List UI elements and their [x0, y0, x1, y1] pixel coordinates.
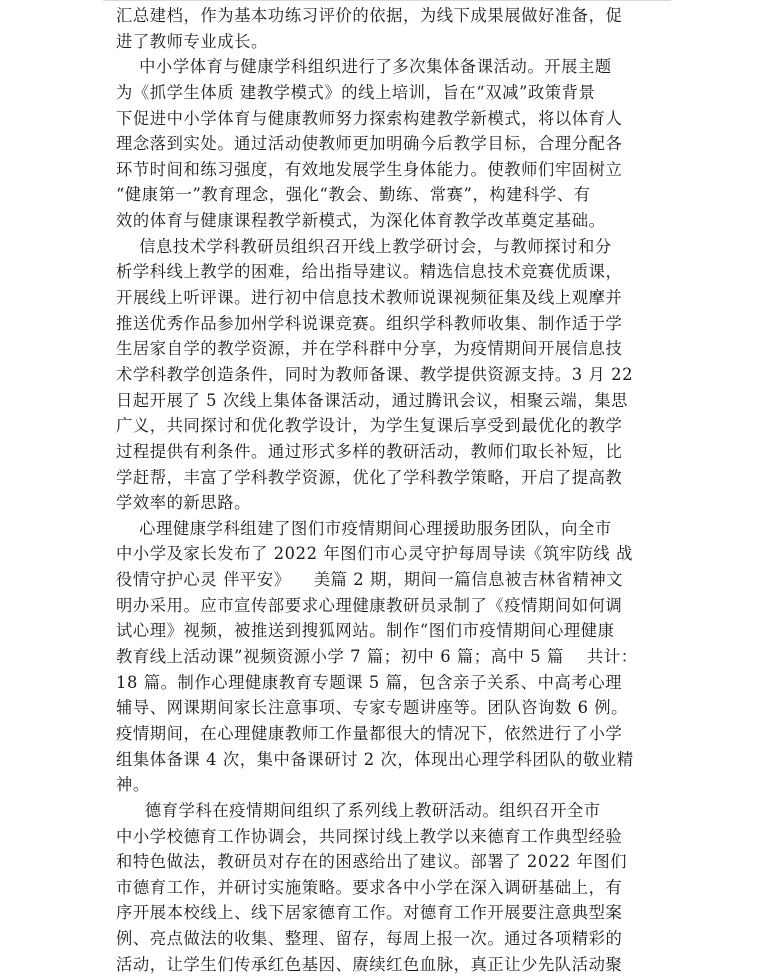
- text-line: “健康第一”教育理念，强化“教会、勤练、常赛”，构建科学、有: [116, 185, 591, 205]
- document-body: [116, 3, 666, 977]
- text-line: 理念落到实处。通过活动使教师更加明确今后教学目标，合理分配各: [116, 134, 623, 154]
- text-line: 进了教师专业成长。: [116, 31, 268, 51]
- text-line: 过程提供有利条件。通过形式多样的教研活动，教师们取长补短，比: [116, 441, 623, 461]
- text-line: 试心理》视频，被推送到搜狐网站。制作“图们市疫情期间心理健康: [116, 621, 615, 641]
- text-line: 日起开展了 5 次线上集体备课活动，通过腾讯会议，相聚云端，集思: [116, 390, 629, 410]
- text-line: 广义，共同探讨和优化教学设计，为学生复课后享受到最优化的教学: [116, 416, 623, 436]
- page-top-edge: [103, 0, 671, 1]
- text-line: 下促进中小学体育与健康教师努力探索构建教学新模式，将以体育人: [116, 108, 623, 128]
- text-line: 疫情期间，在心理健康教师工作量都很大的情况下，依然进行了小学: [116, 723, 623, 743]
- text-line: 学效率的新思路。: [116, 493, 252, 513]
- text-line: 效的体育与健康课程教学新模式，为深化体育教学改革奠定基础。: [116, 211, 606, 231]
- text-line: 德育学科在疫情期间组织了系列线上教研活动。组织召开全市: [116, 800, 601, 820]
- text-line: 心理健康学科组建了图们市疫情期间心理援助服务团队，向全市: [116, 518, 612, 538]
- text-line: 中小学校德育工作协调会，共同探讨线上教学以来德育工作典型经验: [116, 826, 623, 846]
- text-line: 开展线上听评课。进行初中信息技术教师说课视频征集及线上观摩并: [116, 288, 623, 308]
- text-line: 明办采用。应市宣传部要求心理健康教研员录制了《疫情期间如何调: [116, 595, 623, 615]
- text-line: 神。: [116, 775, 150, 795]
- text-line: 生居家自学的教学资源，并在学科群中分享，为疫情期间开展信息技: [116, 339, 623, 359]
- text-line: 学赶帮，丰富了学科教学资源，优化了学科教学策略，开启了提高教: [116, 467, 623, 487]
- text-line: 市德育工作，并研讨实施策略。要求各中小学在深入调研基础上，有: [116, 877, 623, 897]
- text-line: 18 篇。制作心理健康教育专题课 5 篇，包含亲子关系、中高考心理: [116, 672, 622, 692]
- text-line: 序开展本校线上、线下居家德育工作。对德育工作开展要注意典型案: [116, 903, 623, 923]
- text-line: 役情守护心灵 伴平安》 美篇 2 期，期间一篇信息被吉林省精神文: [116, 570, 624, 590]
- text-line: 和特色做法，教研员对存在的困惑给出了建议。部署了 2022 年图们: [116, 852, 628, 872]
- text-line: 中小学体育与健康学科组织进行了多次集体备课活动。开展主题: [116, 57, 612, 77]
- text-line: 例、亮点做法的收集、整理、留存，每周上报一次。通过各项精彩的: [116, 929, 623, 949]
- text-line: 教育线上活动课”视频资源小学 7 篇；初中 6 篇；高中 5 篇 共计：: [116, 647, 638, 667]
- text-line: 信息技术学科教研员组织召开线上教学研讨会，与教师探讨和分: [116, 236, 612, 256]
- text-line: 推送优秀作品参加州学科说课竞赛。组织学科教师收集、制作适于学: [116, 313, 623, 333]
- text-line: 组集体备课 4 次，集中备课研讨 2 次，体现出心理学科团队的敬业精: [116, 749, 634, 769]
- text-line: 活动，让学生们传承红色基因、赓续红色血脉，真正让少先队活动聚: [116, 954, 623, 974]
- text-line: 环节时间和练习强度，有效地发展学生身体能力。使教师们牢固树立: [116, 159, 623, 179]
- text-line: 析学科线上教学的困难，给出指导建议。精选信息技术竞赛优质课，: [116, 262, 623, 282]
- text-line: 汇总建档，作为基本功练习评价的依据，为线下成果展做好准备，促: [116, 6, 623, 25]
- text-line: 术学科教学创造条件，同时为教师备课、教学提供资源支持。3 月 22: [116, 364, 634, 384]
- text-line: 辅导、网课期间家长注意事项、专家专题讲座等。团队咨询数 6 例。: [116, 698, 629, 718]
- text-line: 中小学及家长发布了 2022 年图们市心灵守护每周导读《筑牢防线 战: [116, 544, 633, 564]
- text-line: 为《抓学生体质 建教学模式》的线上培训，旨在“双减”政策背景: [116, 82, 596, 102]
